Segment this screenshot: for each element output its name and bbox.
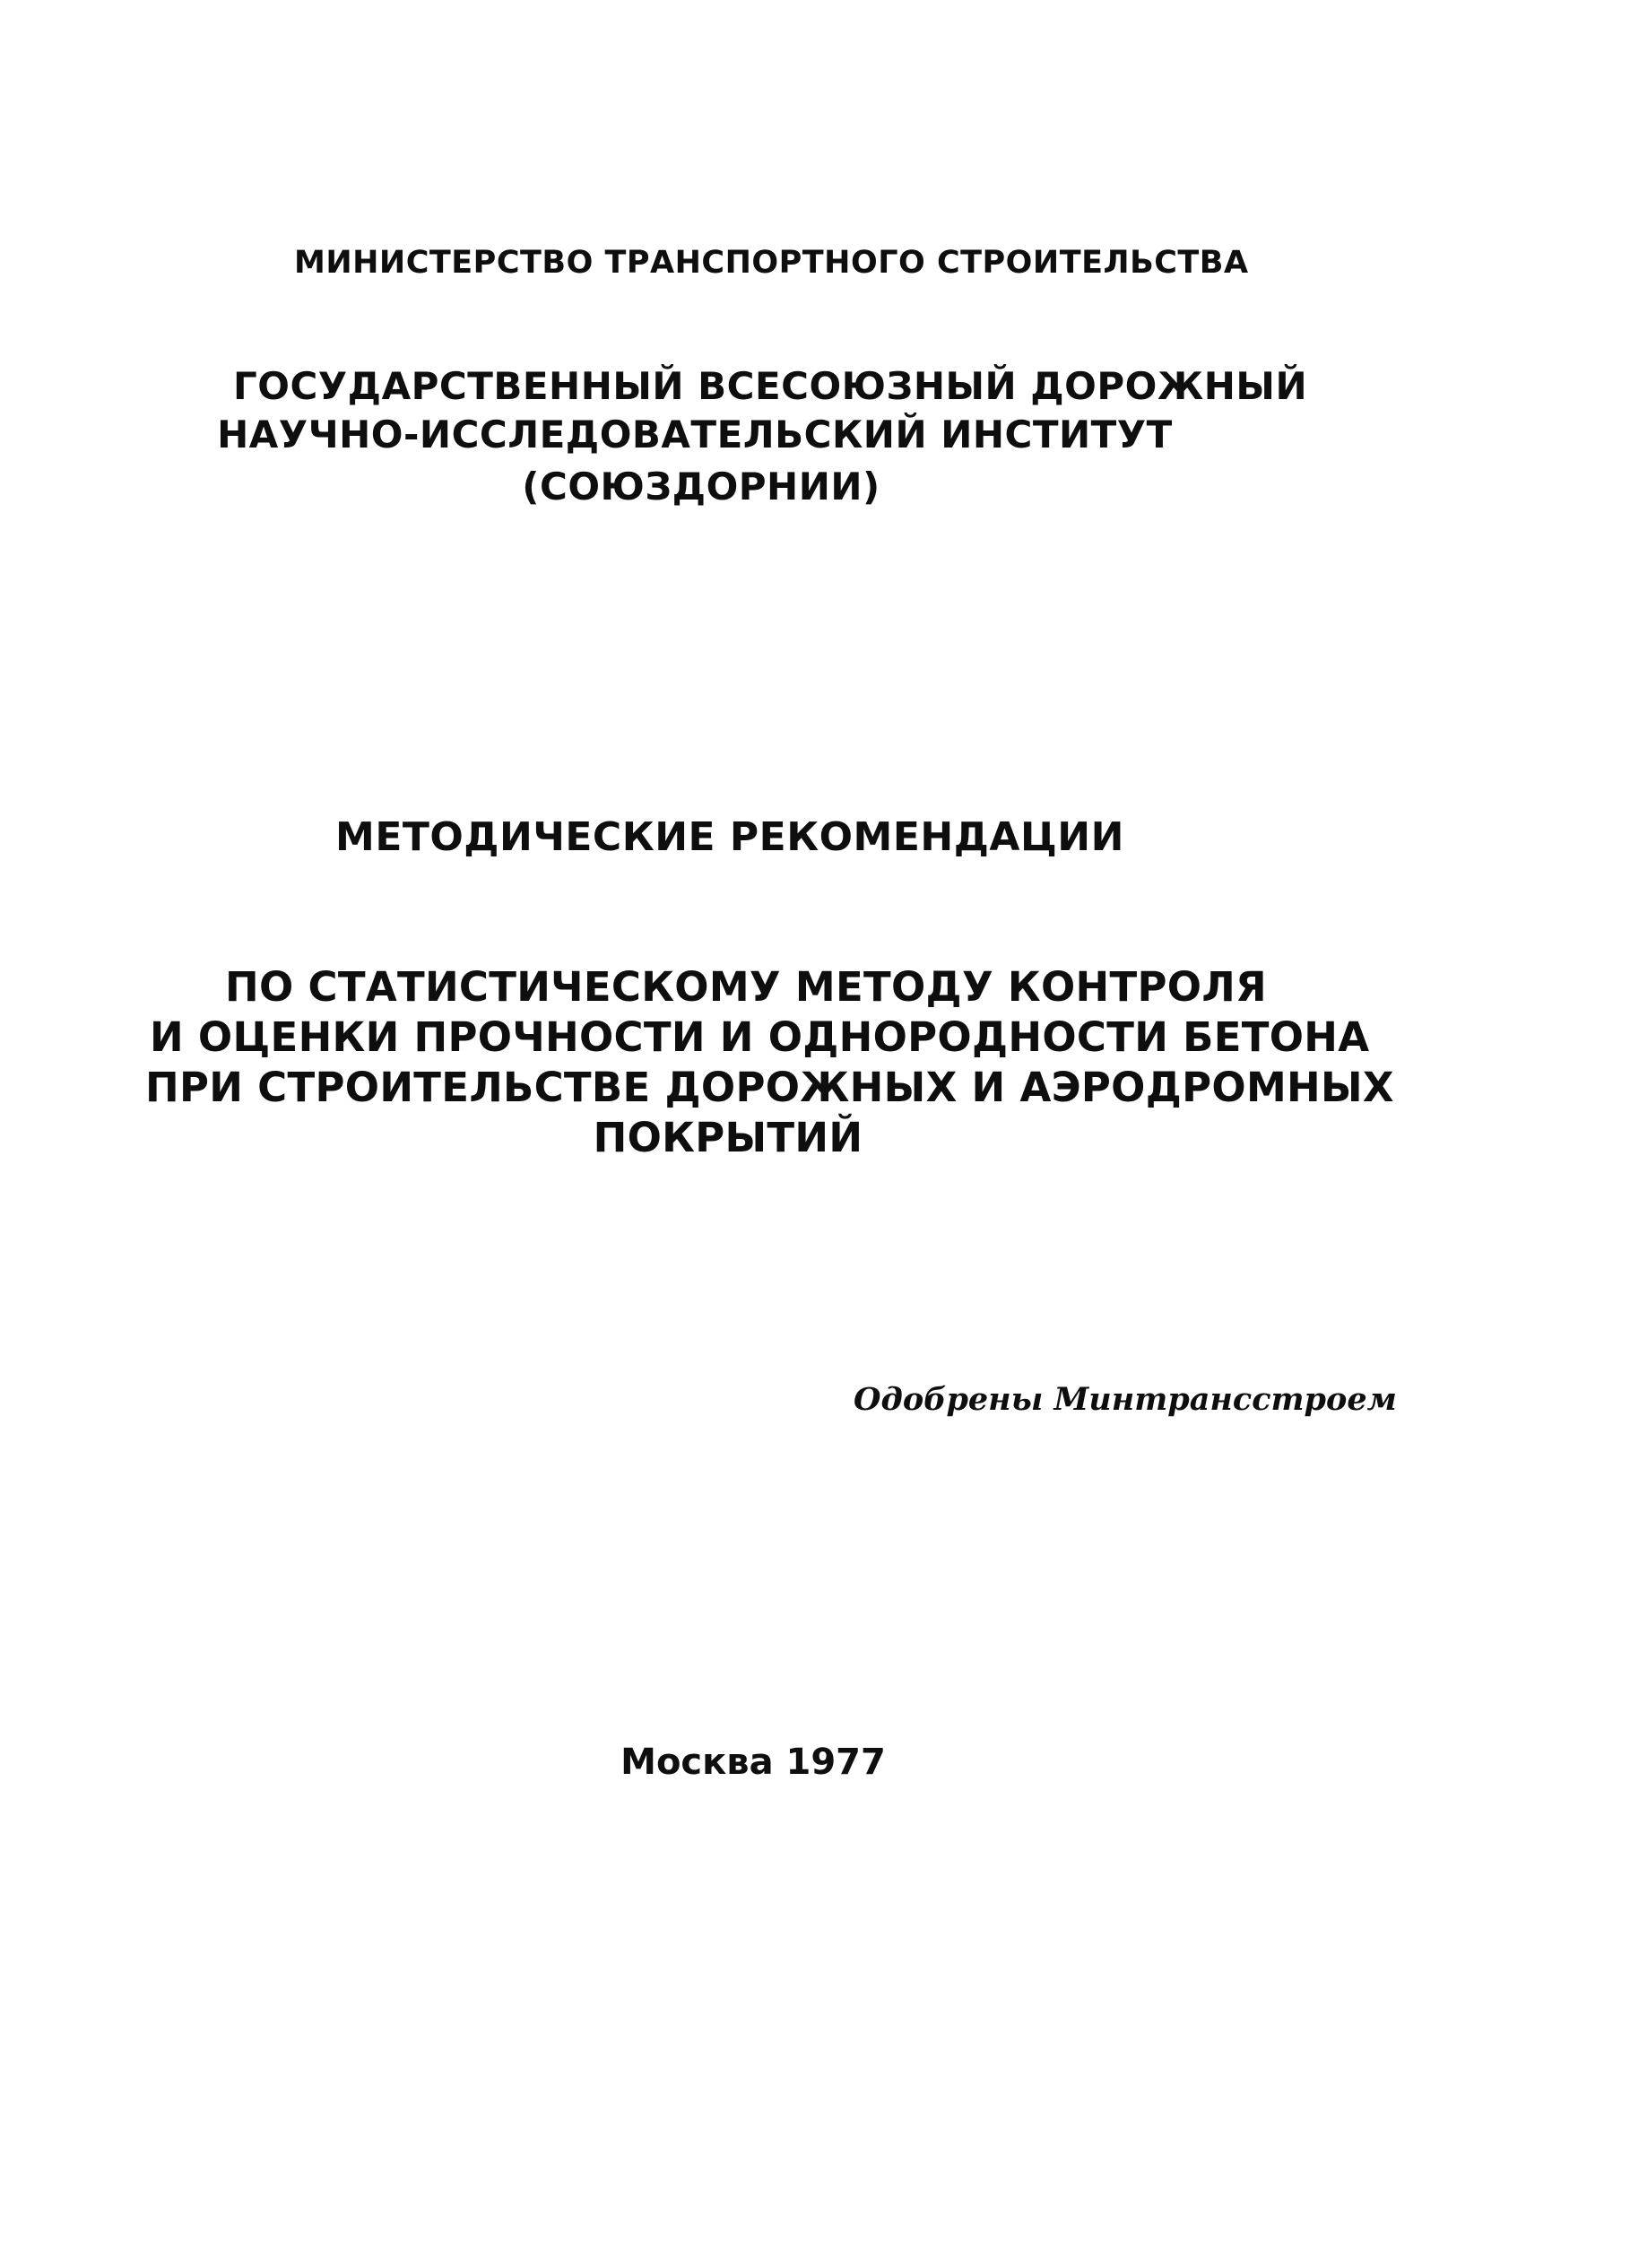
subject-line-4: ПОКРЫТИЙ [593,1114,863,1161]
ministry-heading: МИНИСТЕРСТВО ТРАНСПОРТНОГО СТРОИТЕЛЬСТВА [294,245,1249,281]
imprint-city-year: Москва 1977 [620,1742,886,1783]
institute-name-line-1: ГОСУДАРСТВЕННЫЙ ВСЕСОЮЗНЫЙ ДОРОЖНЫЙ [233,364,1308,408]
approval-note: Одобрены Минтрансстроем [854,1381,1397,1418]
institute-name-line-2: НАУЧНО-ИССЛЕДОВАТЕЛЬСКИЙ ИНСТИТУТ [217,413,1173,456]
document-title: МЕТОДИЧЕСКИЕ РЕКОМЕНДАЦИИ [335,814,1124,860]
subject-line-2: И ОЦЕНКИ ПРОЧНОСТИ И ОДНОРОДНОСТИ БЕТОНА [150,1013,1370,1061]
subject-line-3: ПРИ СТРОИТЕЛЬСТВЕ ДОРОЖНЫХ И АЭРОДРОМНЫХ [145,1064,1394,1111]
institute-abbreviation: (СОЮЗДОРНИИ) [522,465,880,508]
subject-line-1: ПО СТАТИСТИЧЕСКОМУ МЕТОДУ КОНТРОЛЯ [225,963,1267,1011]
